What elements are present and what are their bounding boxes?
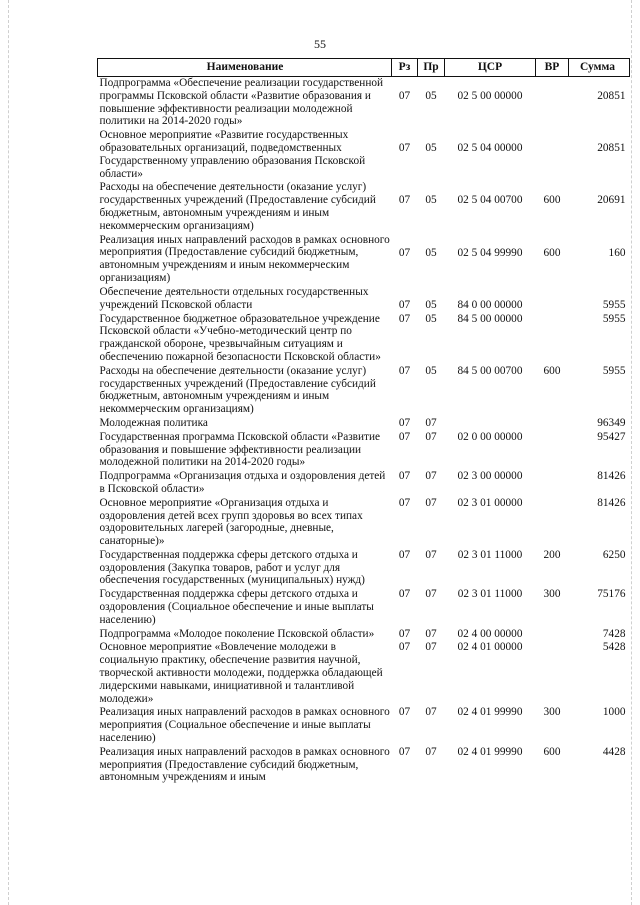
table-row (98, 641, 630, 706)
row-sum: 95427 (597, 430, 626, 443)
row-csr: 02 4 01 00000 (457, 641, 523, 654)
table-row (98, 431, 630, 470)
page-number: 55 (314, 37, 326, 51)
row-sum: 7428 (602, 627, 626, 640)
row-vr: 600 (543, 745, 561, 758)
row-sum: 1000 (602, 706, 626, 719)
row-name: Основное мероприятие «Развитие государственных образовательных организаций, подведомственных Государственному управлению образования Псковской области» (99, 129, 366, 180)
row-rz: 07 (398, 588, 411, 601)
row-vr (536, 417, 569, 431)
row-csr: 02 4 01 99990 (457, 706, 523, 719)
budget-table (97, 58, 630, 785)
row-vr (536, 641, 569, 706)
row-rz: 07 (398, 416, 411, 429)
table-row (98, 746, 630, 785)
row-csr: 02 4 01 99990 (457, 745, 523, 758)
row-sum: 6250 (602, 548, 626, 561)
table-row (98, 470, 630, 497)
row-vr (536, 497, 569, 549)
row-pr: 07 (425, 627, 437, 640)
row-rz: 07 (398, 745, 411, 758)
row-pr: 07 (425, 588, 437, 601)
row-pr: 05 (425, 312, 437, 325)
row-name: Государственная поддержка сферы детского отдыха и оздоровления (Закупка товаров, работ и услуг для обеспечения государственных (муниципальных) нужд) (99, 548, 365, 587)
row-sum: 20691 (597, 194, 626, 207)
row-csr: 84 0 00 00000 (457, 298, 523, 311)
row-csr: 84 5 00 00000 (457, 312, 523, 325)
row-csr: 02 3 00 00000 (457, 470, 523, 483)
row-name: Основное мероприятие «Вовлечение молодежи в социальную практику, обеспечение развития научной, творческой активности молодежи, поддержка обладающей лидерскими навыками, инициативной и талантливой молодежи» (99, 641, 383, 705)
row-csr: 02 3 01 11000 (457, 588, 523, 601)
row-rz: 07 (398, 627, 411, 640)
row-vr (536, 129, 569, 181)
row-pr: 07 (425, 641, 437, 654)
table-header (98, 59, 630, 77)
row-rz: 07 (398, 364, 411, 377)
table-row (98, 706, 630, 745)
table-row (98, 497, 630, 549)
row-pr: 05 (425, 246, 437, 259)
row-csr: 02 3 01 00000 (457, 496, 523, 509)
row-sum: 75176 (597, 588, 626, 601)
row-rz: 07 (398, 706, 411, 719)
row-sum: 81426 (597, 496, 626, 509)
row-rz: 07 (398, 641, 411, 654)
row-sum: 160 (608, 246, 626, 259)
row-name: Реализация иных направлений расходов в рамках основного мероприятия (Предоставление субсидий бюджетным, автономным учреждениям и иным (99, 745, 390, 784)
row-rz: 07 (398, 246, 411, 259)
row-name: Подпрограмма «Молодое поколение Псковской области» (99, 627, 375, 640)
row-rz: 07 (398, 142, 411, 155)
row-pr: 05 (425, 298, 437, 311)
left-margin-line (8, 0, 9, 905)
row-sum: 20851 (597, 142, 626, 155)
row-name: Расходы на обеспечение деятельности (оказание услуг) государственных учреждений (Предоставление субсидий бюджетным, автономным учреждениям и иным некоммерческим организациям) (99, 364, 376, 416)
row-pr: 05 (425, 90, 437, 102)
row-pr: 05 (425, 364, 437, 377)
header-vr: ВР (536, 59, 569, 77)
row-vr (536, 286, 569, 313)
table-row (98, 286, 630, 313)
row-vr: 300 (543, 588, 561, 601)
row-rz: 07 (398, 548, 411, 561)
row-csr (445, 417, 536, 431)
row-csr: 84 5 00 00700 (457, 364, 523, 377)
table-row (98, 234, 630, 286)
row-rz: 07 (398, 90, 411, 102)
row-vr: 300 (543, 706, 561, 719)
row-vr: 600 (543, 246, 561, 259)
row-name: Подпрограмма «Обеспечение реализации государственной программы Псковской области «Развитие образования и повышение эффективности реализации молодежной политики на 2014-2020 годы» (99, 77, 384, 128)
row-rz: 07 (398, 194, 411, 207)
row-sum: 5955 (602, 312, 626, 325)
row-vr (536, 313, 569, 365)
row-name: Молодежная политика (99, 416, 208, 429)
row-pr: 07 (425, 745, 437, 758)
row-name: Государственное бюджетное образовательное учреждение Псковской области «Учебно-методический центр по гражданской обороне, чрезвычайным ситуациям и обеспечению пожарной безопасности Псковской области» (99, 312, 381, 363)
row-csr: 02 4 00 00000 (457, 627, 523, 640)
row-name: Реализация иных направлений расходов в рамках основного мероприятия (Предоставление субсидий бюджетным, автономным учреждениям и иным некоммерческим организациям) (99, 233, 390, 284)
row-name: Государственная программа Псковской области «Развитие образования и повышение эффективности реализации молодежной политики на 2014-2020 годы» (99, 430, 381, 469)
row-csr: 02 3 01 11000 (457, 548, 523, 561)
row-pr: 07 (425, 416, 437, 429)
row-vr: 600 (543, 364, 561, 377)
row-vr: 600 (543, 194, 561, 207)
row-name: Реализация иных направлений расходов в рамках основного мероприятия (Социальное обеспечение и иные выплаты населению) (99, 706, 390, 745)
row-sum: 20851 (597, 90, 626, 102)
table-row (98, 549, 630, 588)
row-pr: 05 (425, 142, 437, 155)
row-sum: 4428 (602, 745, 626, 758)
row-pr: 07 (425, 706, 437, 719)
row-rz: 07 (398, 312, 411, 325)
row-name: Обеспечение деятельности отдельных государственных учреждений Псковской области (99, 285, 369, 311)
row-name: Расходы на обеспечение деятельности (оказание услуг) государственных учреждений (Предоставление субсидий бюджетным, автономным учреждениям и иным некоммерческим организациям) (99, 181, 376, 232)
header-pr: Пр (418, 59, 445, 77)
row-vr (536, 470, 569, 497)
row-rz: 07 (398, 470, 411, 483)
table-body (98, 77, 630, 786)
row-pr: 07 (425, 470, 437, 483)
row-csr: 02 5 00 00000 (457, 90, 523, 102)
table-row (98, 628, 630, 642)
row-name: Подпрограмма «Организация отдыха и оздоровления детей в Псковской области» (99, 470, 386, 495)
header-sum: Сумма (569, 59, 630, 77)
table-row (98, 129, 630, 181)
table-row (98, 181, 630, 233)
table-row (98, 77, 630, 130)
row-vr (536, 628, 569, 642)
table-row (98, 417, 630, 431)
row-sum: 5955 (602, 298, 626, 311)
row-rz: 07 (398, 298, 411, 311)
row-pr: 07 (425, 496, 437, 509)
row-sum: 5428 (602, 641, 626, 654)
row-name: Основное мероприятие «Организация отдыха и оздоровления детей всех групп здоровья во всех типах оздоровительных лагерей (загородные, дневные, санаторные)» (99, 496, 363, 548)
header-name: Наименование (98, 59, 392, 77)
row-csr: 02 5 04 00000 (457, 142, 523, 155)
row-pr: 05 (425, 194, 437, 207)
header-rz: Рз (392, 59, 418, 77)
row-csr: 02 0 00 00000 (457, 430, 523, 443)
row-sum: 5955 (602, 364, 626, 377)
row-csr: 02 5 04 99990 (457, 246, 523, 259)
row-rz: 07 (398, 496, 411, 509)
row-sum: 96349 (597, 416, 626, 429)
row-name: Государственная поддержка сферы детского отдыха и оздоровления (Социальное обеспечение и иные выплаты населению) (99, 588, 374, 626)
table-row (98, 313, 630, 365)
table-row (98, 588, 630, 627)
row-rz: 07 (398, 430, 411, 443)
row-pr: 07 (425, 430, 437, 443)
right-margin-line (631, 0, 632, 905)
row-pr: 07 (425, 548, 437, 561)
row-csr: 02 5 04 00700 (457, 194, 523, 207)
row-vr: 200 (543, 548, 561, 561)
header-row (98, 59, 630, 77)
header-csr: ЦСР (445, 59, 536, 77)
table-row (98, 365, 630, 417)
row-vr (536, 431, 569, 470)
row-vr (536, 77, 569, 130)
row-sum: 81426 (597, 470, 626, 483)
